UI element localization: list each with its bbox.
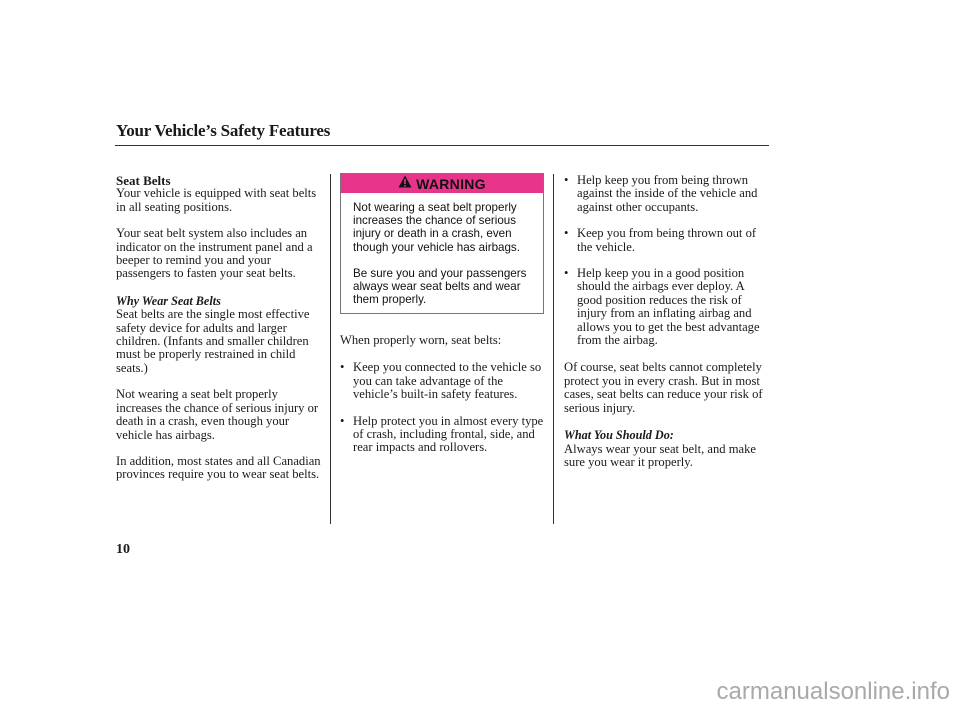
warning-title: WARNING	[416, 175, 486, 192]
column-middle	[340, 334, 548, 455]
list-item	[564, 174, 770, 214]
subheading-why-wear-seat-belts: Why Wear Seat Belts	[116, 293, 221, 308]
title-rule	[115, 145, 769, 146]
watermark-text: carmanualsonline.info	[716, 678, 950, 705]
bullet-icon: •	[564, 173, 569, 187]
list-item-text: Keep you from being thrown out of the vehicle.	[577, 226, 757, 254]
warning-paragraph: Be sure you and your passengers always wear seat belts and wear them properly.	[353, 266, 527, 307]
column-right	[564, 174, 770, 469]
page-number: 10	[116, 542, 130, 557]
bullet-icon: •	[564, 266, 569, 281]
paragraph: Not wearing a seat belt properly increases the chance of serious injury or death in a crash, even though your vehicle has airbags.	[116, 387, 319, 442]
section-heading-seat-belts: Seat Belts	[116, 173, 171, 188]
column-divider-right	[553, 174, 554, 524]
list-item-text: Help keep you in a good position should the airbags ever deploy. A good position reduces the risk of injury from an inflating airbag and allows you to get the best advantage from the airbag.	[577, 266, 760, 348]
warning-banner	[341, 174, 543, 193]
column-divider-left	[330, 174, 331, 524]
list-item-text: Help keep you from being thrown against the inside of the vehicle and against other occupants.	[577, 173, 758, 214]
page-title: Your Vehicle’s Safety Features	[116, 121, 331, 140]
warning-paragraph: Not wearing a seat belt properly increases the chance of serious injury or death in a crash, even though your vehicle has airbags.	[353, 201, 520, 254]
paragraph: Of course, seat belts cannot completely protect you in every crash. But in most cases, seat belts can reduce your risk of serious injury.	[564, 360, 763, 415]
subheading-what-you-should-do: What You Should Do:	[564, 428, 674, 443]
bullet-icon: •	[340, 413, 345, 428]
warning-triangle-icon	[398, 175, 412, 193]
paragraph: Your vehicle is equipped with seat belts in all seating positions.	[116, 186, 317, 214]
bullet-icon: •	[564, 226, 569, 241]
bullet-icon: •	[340, 360, 345, 375]
paragraph: Your seat belt system also includes an indicator on the instrument panel and a beeper to remind you and your passengers to fasten your seat belts.	[116, 226, 313, 281]
list-item	[340, 361, 548, 401]
list-item	[564, 227, 770, 254]
list-item-text: Keep you connected to the vehicle so you can take advantage of the vehicle’s built-in safety features.	[353, 360, 542, 402]
column-left	[116, 174, 324, 482]
warning-text	[341, 193, 543, 306]
paragraph: In addition, most states and all Canadian provinces require you to wear seat belts.	[116, 453, 321, 482]
paragraph: Seat belts are the single most effective safety device for adults and larger children. (Infants and smaller children must be properly restrained in child seats.)	[116, 307, 310, 375]
list-item	[340, 415, 548, 455]
list-item	[564, 267, 770, 347]
warning-box	[340, 173, 544, 314]
list-item-text: Help protect you in almost every type of crash, including frontal, side, and rear impacts and rollovers.	[353, 413, 544, 455]
paragraph: When properly worn, seat belts:	[340, 333, 502, 347]
paragraph: Always wear your seat belt, and make sure you wear it properly.	[564, 441, 756, 469]
